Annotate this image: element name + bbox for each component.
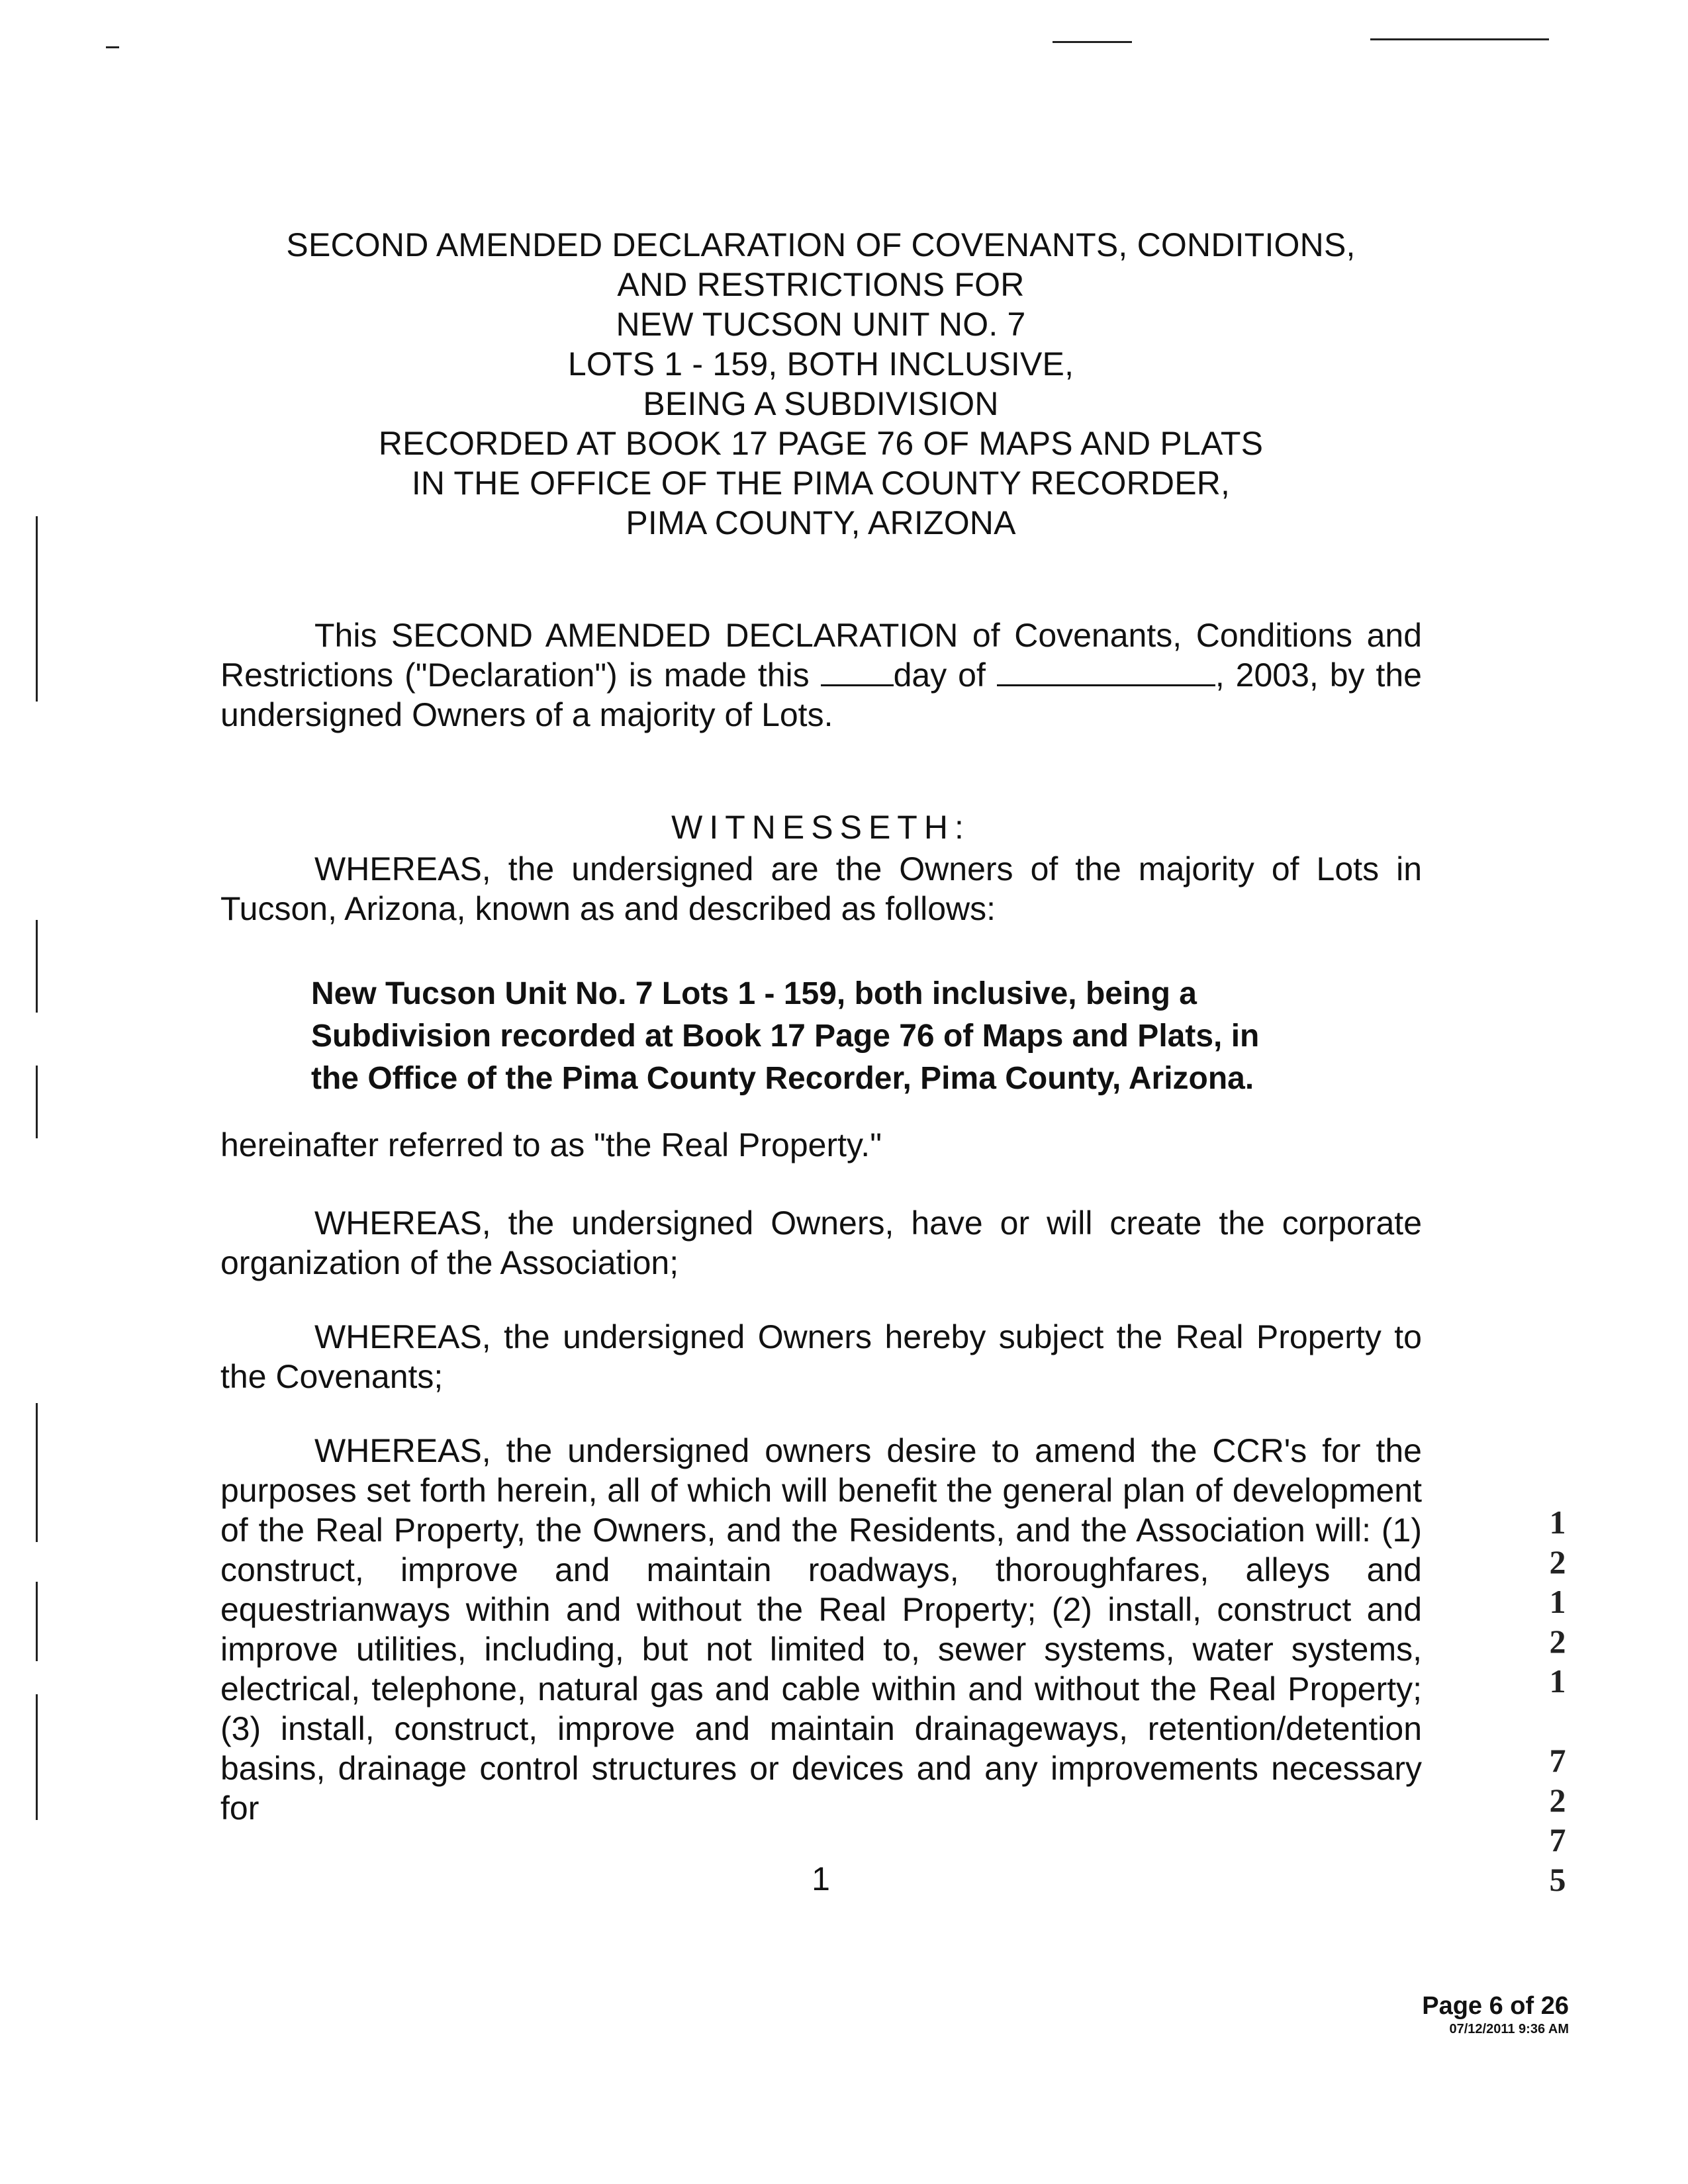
scan-mark [36, 920, 38, 1013]
scan-mark [36, 516, 38, 702]
legal-line: the Office of the Pima County Recorder, Pima County, Arizona. [311, 1061, 1254, 1096]
stamp-digit: 2 [1549, 1623, 1566, 1660]
whereas-paragraph-4: WHEREAS, the undersigned owners desire to amend the CCR's for the purposes set forth herein, all of which will benefit the general plan of development of the Real Property, the Owners, and the Residents, and the Association will: (1) construct, improve and maintain roadways, thoroughfares, alleys and equestrianways within and without the Real Property; (2) install, construct and improve utilities, including, but not limited to, sewer systems, water systems, electrical, telephone, natural gas and cable within and without the Real Property; (3) install, construct, improve and maintain drainageways, retention/detention basins, drainage control structures or devices and any improvements necessary for [220, 1432, 1422, 1827]
scan-mark [36, 1066, 38, 1138]
footer-timestamp: 07/12/2011 9:36 AM [1449, 2022, 1569, 2036]
intro-paragraph [220, 615, 1422, 735]
legal-line: New Tucson Unit No. 7 Lots 1 - 159, both inclusive, being a [311, 976, 1197, 1011]
scan-mark [1053, 41, 1132, 43]
footer-page-count: Page 6 of 26 [1422, 1992, 1569, 2020]
scan-mark [1370, 38, 1549, 40]
hereinafter-line: hereinafter referred to as "the Real Property." [220, 1126, 882, 1163]
scan-mark [106, 46, 119, 48]
stamp-digit: 2 [1549, 1782, 1566, 1819]
title-line: LOTS 1 - 159, BOTH INCLUSIVE, [567, 345, 1074, 383]
title-line: IN THE OFFICE OF THE PIMA COUNTY RECORDER, [411, 465, 1231, 502]
stamp-digit: 1 [1549, 1504, 1566, 1541]
legal-description [311, 973, 1370, 1100]
scan-mark [36, 1582, 38, 1661]
scan-mark [36, 1694, 38, 1820]
title-line: NEW TUCSON UNIT NO. 7 [616, 306, 1026, 343]
document-title [199, 225, 1443, 543]
stamp-gap [1541, 1701, 1574, 1741]
intro-text-1: This SECOND AMENDED DECLARATION of Covenants, Conditions and Restrictions ("Declaration") is made this [220, 617, 1422, 694]
day-blank [821, 655, 894, 686]
title-line: PIMA COUNTY, ARIZONA [626, 504, 1016, 541]
intro-text-2: day of [893, 657, 997, 694]
stamp-digit: 2 [1549, 1543, 1566, 1580]
stamp-digit: 7 [1549, 1821, 1566, 1858]
recording-number-stamp [1541, 1502, 1574, 1899]
legal-line: Subdivision recorded at Book 17 Page 76 of Maps and Plats, in [311, 1019, 1260, 1054]
title-line: AND RESTRICTIONS FOR [617, 266, 1025, 303]
stamp-digit: 5 [1549, 1861, 1566, 1898]
title-line: RECORDED AT BOOK 17 PAGE 76 OF MAPS AND PLATS [378, 425, 1264, 462]
stamp-digit: 7 [1549, 1742, 1566, 1779]
witnesseth-heading: WITNESSETH: [671, 809, 970, 846]
page-number: 1 [812, 1860, 830, 1897]
whereas-paragraph-3: WHEREAS, the undersigned Owners hereby subject the Real Property to the Covenants; [220, 1318, 1422, 1395]
scan-mark [36, 1403, 38, 1542]
whereas-paragraph-2: WHEREAS, the undersigned Owners, have or will create the corporate organization of the Association; [220, 1205, 1422, 1281]
title-line: SECOND AMENDED DECLARATION OF COVENANTS, CONDITIONS, [286, 226, 1356, 263]
title-line: BEING A SUBDIVISION [643, 385, 999, 422]
stamp-digit: 1 [1549, 1662, 1566, 1700]
month-blank [997, 655, 1215, 686]
intro-text-3: , 2003, by the undersigned Owners of a majority of Lots. [220, 657, 1422, 733]
stamp-digit: 1 [1549, 1583, 1566, 1620]
whereas-paragraph-1: WHEREAS, the undersigned are the Owners of the majority of Lots in Tucson, Arizona, known as and described as follows: [220, 850, 1422, 927]
